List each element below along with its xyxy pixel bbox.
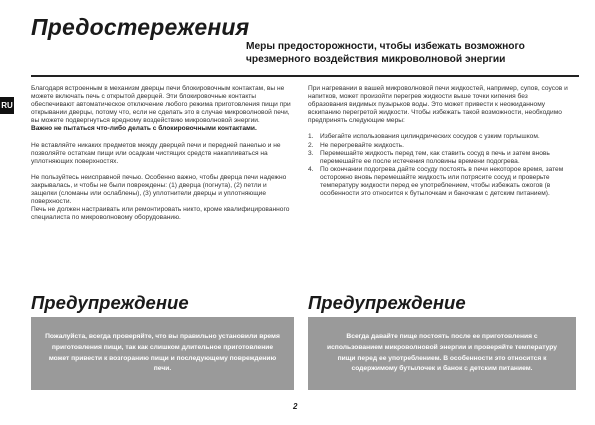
left-column [31,85,293,230]
right-column [308,85,568,198]
subtitle-line-1: Меры предосторожности, чтобы избежать возможного [246,41,525,52]
interlock-warning: Важно не пытаться что-либо делать с блокировочными контактами. [31,125,257,133]
liquids-intro: При нагревании в вашей микроволновой печи жидкостей, например, супов, соусов и напитков, может произойти перегрев жидкости выше точки кипения без образования видимых пузырьков воды. Это может привести к неожиданному вскипанию перегретой жидкости. Чтобы избежать такой возможности, необходимо предпринять следующие меры: [308,85,568,125]
list-item-number: 4. [308,165,314,173]
language-tab: RU [0,97,14,114]
list-item-number: 1. [308,133,314,141]
list-item-number: 3. [308,149,314,157]
list-item [308,133,568,141]
warning-text-right: Всегда давайте пище постоять после ее приготовления с использованием микроволновой энергии и проверяйте температуру пищи перед ее употреблением. В особенности это относится к содержимому бутылочек и банок с детским питанием. [326,332,558,373]
list-item-text: По окончании подогрева дайте сосуду постоять в печи некоторое время, затем осторожно вновь перемешайте жидкость или потрясите сосуд и проверьте температуру жидкости перед ее употреблением, чтобы избежать ожогов (в особенности это относится к бутылочкам и баночкам с детским питанием). [320,165,564,198]
warning-text-left: Пожалуйста, всегда проверяйте, что вы правильно установили время приготовления пищи, так как слишком длительное приготовление может привести к возгоранию пищи и последующему повреждению печи. [45,332,280,373]
list-item [308,150,568,166]
list-item-number: 2. [308,141,314,149]
list-item-text: Не перегревайте жидкость. [320,141,404,149]
door-seal-paragraph: Не вставляйте никаких предметов между дверцей печи и передней панелью и не позволяйте остаткам пищи или осадкам чистящих средств накапливаться на уплотняющих поверхностях. [31,141,281,165]
list-item [308,142,568,150]
warning-title-left: Предупреждение [31,292,189,313]
page-title: Предостережения [31,14,250,40]
warning-title-right: Предупреждение [308,292,466,313]
list-item-text: Перемешайте жидкость перед тем, как ставить сосуд в печь и затем вновь перемешайте ее после истечения половины времени подогрева. [320,149,550,165]
page-subtitle [246,40,576,66]
precautions-list [308,133,568,198]
warning-box-left [31,317,294,390]
list-item [308,166,568,198]
list-item-text: Избегайте использования цилиндрических сосудов с узким горлышком. [320,133,540,141]
page-number: 2 [293,402,298,411]
interlock-paragraph: Благодаря встроенным в механизм дверцы печи блокировочным контактам, вы не можете включать печь с открытой дверцей. Эти блокировочные контакты обеспечивают автоматическое отключение любого режима приготовления пищи при открывании дверцы, потому что, если не сделать это в случае микроволновой печи, вы можете подвергнуться вредному воздействию микроволновой энергии. [31,85,291,125]
warning-box-right [308,317,576,390]
damage-paragraph: Не пользуйтесь неисправной печью. Особенно важно, чтобы дверца печи надежно закрывалась, и чтобы не были повреждены: (1) дверца (погнута), (2) петли и защелки (сломаны или ослаблены), (3) уплотнители дверцы и уплотняющие поверхности. [31,173,287,206]
subtitle-line-2: чрезмерного воздействия микроволновой энергии [246,54,506,65]
header-divider [31,75,579,77]
repair-paragraph: Печь не должен настраивать или ремонтировать никто, кроме квалифицированного специалиста по микроволновому оборудованию. [31,206,290,222]
